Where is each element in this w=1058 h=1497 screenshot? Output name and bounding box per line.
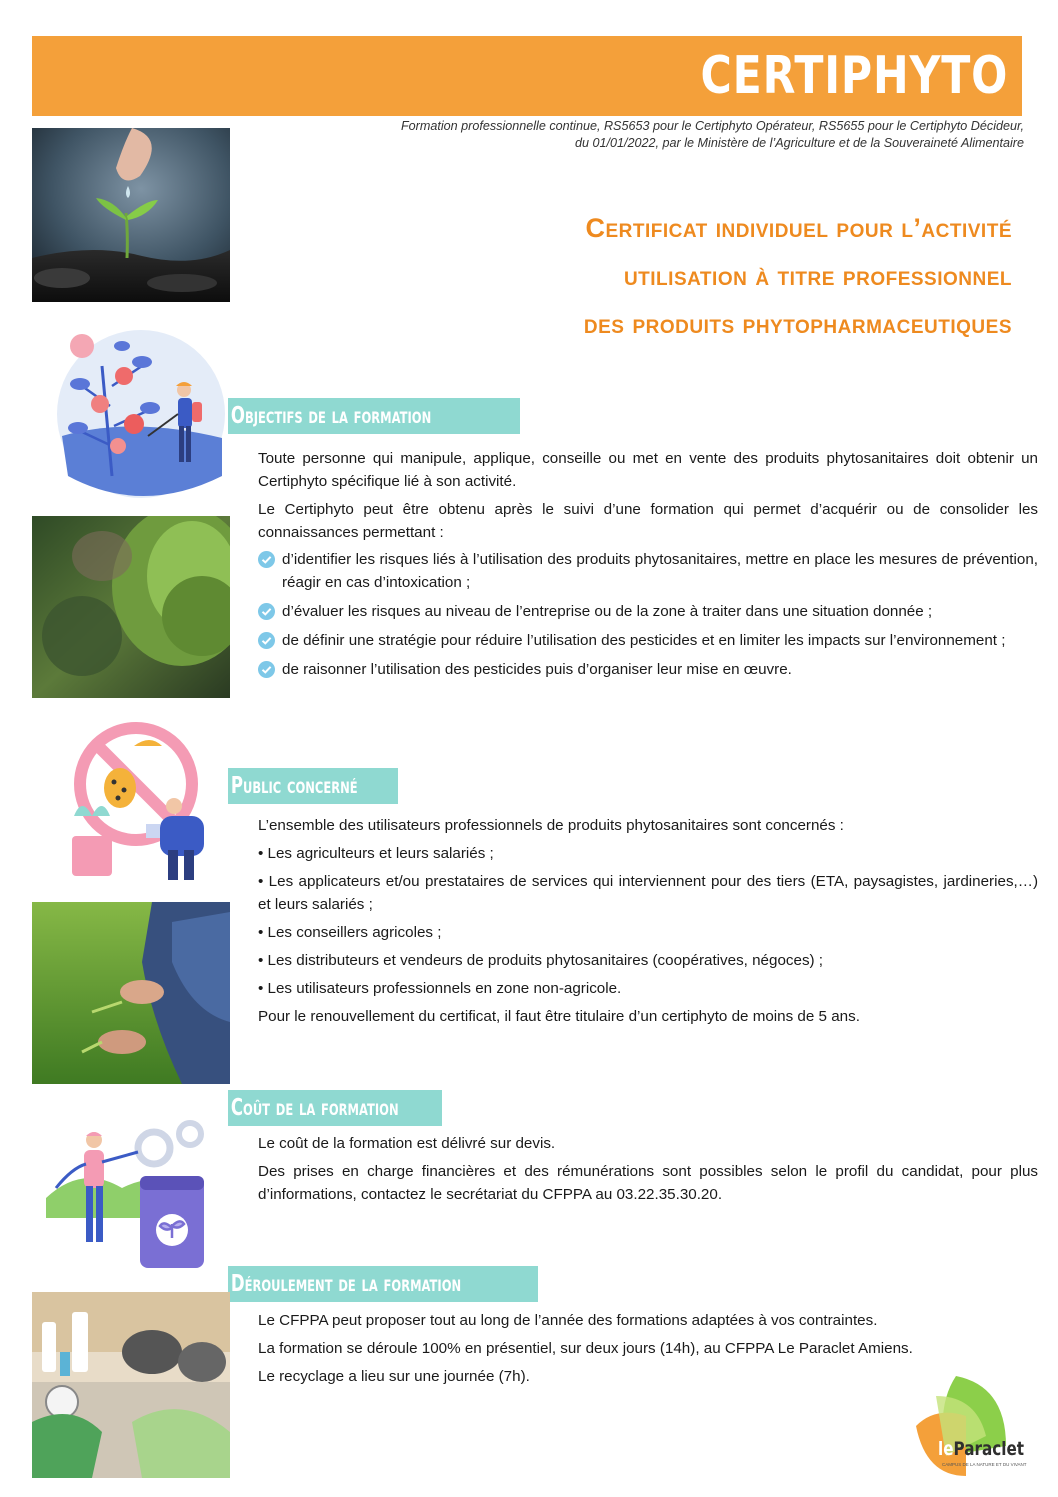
- logo-text-paraclet: Paraclet: [953, 1438, 1025, 1460]
- objectifs-item: [258, 600, 1038, 623]
- public-outro: Pour le renouvellement du certificat, il faut être titulaire d’un certiphyto de moins de 5 ans.: [258, 1008, 860, 1025]
- objectifs-item-text: d’évaluer les risques au niveau de l’entreprise ou de la zone à traiter dans une situation donnée ;: [282, 603, 933, 620]
- tomato-plant-illustration: [52, 326, 230, 502]
- cout-paragraph-2: Des prises en charge financières et des rémunérations sont possibles selon le profil du candidat, pour plus d’informations, contactez le secrétariat du CFPPA au 03.22.35.30.20.: [258, 1163, 1038, 1203]
- main-title-line-3: des produits phytopharmaceutiques: [583, 309, 1012, 339]
- public-tab: [228, 768, 398, 804]
- objectifs-item-text: d’identifier les risques liés à l’utilisation des produits phytosanitaires, mettre en place les mesures de prévention, réagir en cas d’intoxication ;: [282, 551, 1038, 591]
- deroulement-tab: [228, 1266, 538, 1302]
- subtitle: [300, 118, 1024, 152]
- public-item: • Les applicateurs et/ou prestataires de services qui interviennent pour des tiers (ETA, paysagistes, jardineries,…) et leurs salariés ;: [258, 873, 1038, 913]
- check-icon: [258, 661, 275, 678]
- brand-title: CERTIPHYTO: [700, 46, 1008, 106]
- main-title-line-1: Certificat individuel pour l’activité: [585, 213, 1012, 243]
- subtitle-line-2: du 01/01/2022, par le Ministère de l’Agriculture et de la Souveraineté Alimentaire: [575, 136, 1024, 150]
- objectifs-item: [258, 658, 1038, 681]
- protective-equipment-photo: [32, 1292, 230, 1478]
- public-item: • Les distributeurs et vendeurs de produits phytosanitaires (coopératives, négoces) ;: [258, 952, 824, 969]
- objectifs-item: [258, 548, 1038, 594]
- public-heading: Public concerné: [230, 773, 358, 799]
- public-item: • Les conseillers agricoles ;: [258, 924, 442, 941]
- cout-tab: [228, 1090, 442, 1126]
- public-intro: L’ensemble des utilisateurs professionnels de produits phytosanitaires sont concernés :: [258, 817, 844, 834]
- check-icon: [258, 632, 275, 649]
- subtitle-line-1: Formation professionnelle continue, RS5653 pour le Certiphyto Opérateur, RS5655 pour le Certiphyto Décideur,: [400, 119, 1024, 133]
- main-title-line-2: utilisation à titre professionnel: [623, 261, 1012, 291]
- deroulement-paragraph-1: Le CFPPA peut proposer tout au long de l’année des formations adaptées à vos contraintes.: [258, 1312, 878, 1329]
- seedling-photo: [32, 128, 230, 302]
- no-pesticide-illustration: [62, 716, 216, 884]
- logo-tagline: CAMPUS DE LA NATURE ET DU VIVANT: [942, 1462, 1027, 1467]
- lettuce-photo: [32, 516, 230, 698]
- cout-heading: Coût de la formation: [230, 1095, 399, 1121]
- public-body: [258, 814, 1038, 1033]
- sprayer-farmer-illustration: [42, 1108, 222, 1276]
- objectifs-item: [258, 629, 1038, 652]
- objectifs-paragraph-1: Toute personne qui manipule, applique, conseille ou met en vente des produits phytosanitaires doit obtenir un Certiphyto spécifique lié à son activité.: [258, 450, 1038, 490]
- deroulement-heading: Déroulement de la formation: [230, 1271, 462, 1297]
- objectifs-paragraph-2: Le Certiphyto peut être obtenu après le suivi d’une formation qui permet d’acquérir ou de consolider les connaissances permettant :: [258, 501, 1038, 541]
- objectifs-item-text: de raisonner l’utilisation des pesticides puis d’organiser leur mise en œuvre.: [282, 661, 792, 678]
- logo-text-le: le: [938, 1438, 954, 1460]
- cout-paragraph-1: Le coût de la formation est délivré sur devis.: [258, 1135, 556, 1152]
- hands-in-field-photo: [32, 902, 230, 1084]
- public-item: • Les utilisateurs professionnels en zone non-agricole.: [258, 980, 622, 997]
- objectifs-heading: Objectifs de la formation: [230, 403, 432, 429]
- main-title: [280, 204, 1012, 348]
- objectifs-item-text: de définir une stratégie pour réduire l’utilisation des pesticides et en limiter les impacts sur l’environnement ;: [282, 632, 1006, 649]
- check-icon: [258, 603, 275, 620]
- le-paraclet-logo: [906, 1376, 1027, 1482]
- cout-body: [258, 1132, 1038, 1211]
- objectifs-tab: [228, 398, 520, 434]
- deroulement-paragraph-2: La formation se déroule 100% en présentiel, sur deux jours (14h), au CFPPA Le Paraclet Amiens.: [258, 1340, 913, 1357]
- objectifs-body: [258, 447, 1038, 687]
- public-item: • Les agriculteurs et leurs salariés ;: [258, 845, 494, 862]
- check-icon: [258, 551, 275, 568]
- deroulement-paragraph-3: Le recyclage a lieu sur une journée (7h).: [258, 1368, 530, 1385]
